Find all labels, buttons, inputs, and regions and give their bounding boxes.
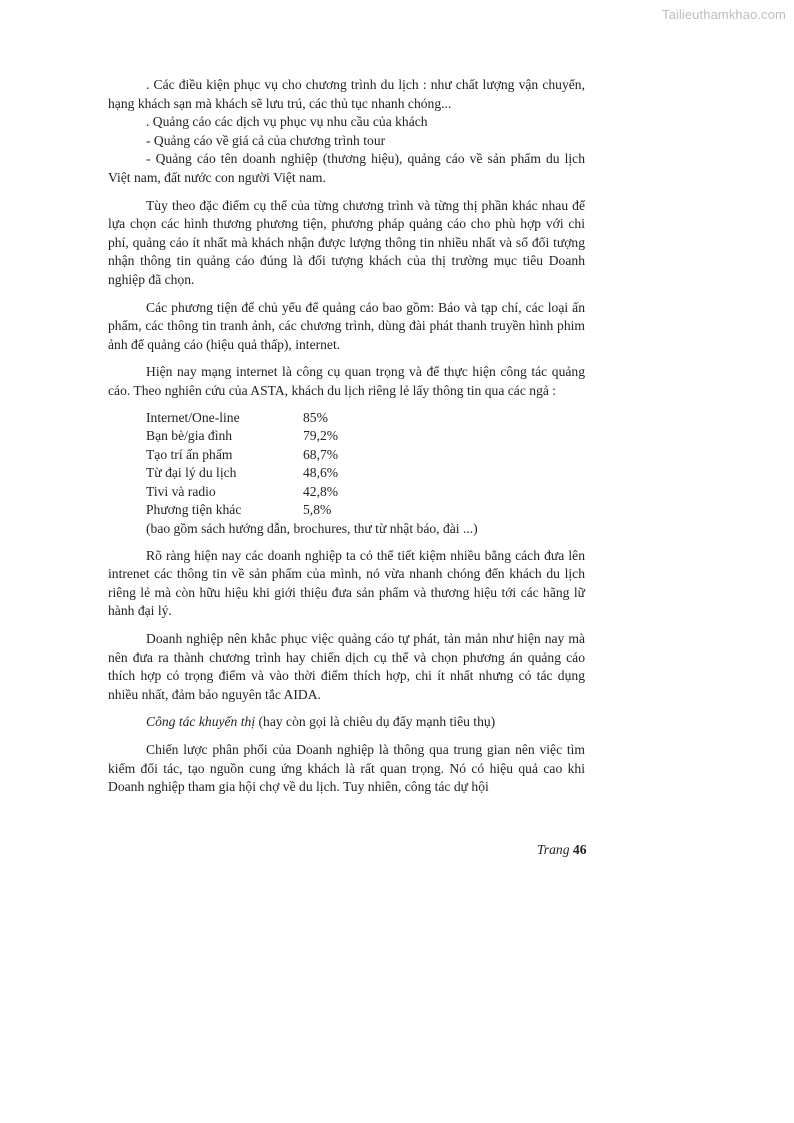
paragraph: Hiện nay mạng internet là công cụ quan trọng và để thực hiện công tác quảng cáo. Theo nghiên cứu của ASTA, khách du lịch riêng lẻ lấy thông tin qua các ngả : bbox=[108, 364, 585, 398]
stats-value: 42,8% bbox=[303, 483, 339, 499]
stats-note: (bao gồm sách hướng dẫn, brochures, thư từ nhật báo, đài ...) bbox=[146, 521, 478, 537]
stats-row bbox=[146, 501, 338, 520]
section-heading-italic: Công tác khuyến thị bbox=[146, 714, 256, 730]
paragraph: Doanh nghiệp nên khắc phục việc quảng cáo tự phát, tản mản như hiện nay mà nên đưa ra thành chương trình hay chiến dịch cụ thể và chọn phương án quảng cáo thích hợp có trọng điểm và vào thời điểm thích hợp, chi ít nhất nhưng có tác dụng nhiều nhất, đảm bảo nguyên tắc AIDA. bbox=[108, 631, 585, 702]
stats-row bbox=[146, 427, 338, 446]
stats-value: 85% bbox=[303, 409, 328, 425]
stats-label: Từ đại lý du lịch bbox=[146, 465, 237, 481]
stats-table bbox=[146, 409, 338, 521]
section-heading-rest: (hay còn gọi là chiêu dụ đẩy mạnh tiêu thụ) bbox=[255, 714, 496, 730]
page-body bbox=[108, 76, 585, 797]
stats-value: 48,6% bbox=[303, 465, 339, 481]
stats-label: Tạo trí ấn phẩm bbox=[146, 446, 233, 462]
stats-row bbox=[146, 464, 338, 483]
page-number bbox=[537, 842, 587, 858]
stats-label: Tivi và radio bbox=[146, 483, 216, 499]
list-item: - Quảng cáo tên doanh nghiệp (thương hiệu), quảng cáo về sản phẩm du lịch Việt nam, đất nước con người Việt nam. bbox=[108, 151, 585, 185]
section-heading bbox=[108, 713, 585, 732]
list-item: . Quảng cáo các dịch vụ phục vụ nhu cầu của khách bbox=[146, 114, 428, 130]
stats-value: 68,7% bbox=[303, 446, 339, 462]
paragraph: Chiến lược phân phối của Doanh nghiệp là thông qua trung gian nên việc tìm kiếm đối tác, tạo nguồn cung ứng khách là rất quan trọng. Nó có hiệu quả cao khi Doanh nghiệp tham gia hội chợ về du lịch. Tuy nhiên, công tác dự hội bbox=[108, 742, 585, 795]
paragraph: Rõ ràng hiện nay các doanh nghiệp ta có thể tiết kiệm nhiều bằng cách đưa lên intrenet các thông tin về sản phẩm của mình, nó vừa nhanh chóng đến khách du lịch riêng lẻ mà còn hữu hiệu khi giới thiệu đưa sản phẩm và thương hiệu tới các hãng lữ hành đại lý. bbox=[108, 547, 585, 619]
stats-value: 5,8% bbox=[303, 502, 332, 518]
page-label: Trang bbox=[537, 842, 570, 857]
paragraph: . Các điều kiện phục vụ cho chương trình du lịch : như chất lượng vận chuyển, hạng khách sạn mà khách sẽ lưu trú, các thủ tục nhanh chóng... bbox=[108, 77, 585, 111]
page-number-value: 46 bbox=[572, 842, 587, 857]
stats-label: Internet/One-line bbox=[146, 409, 240, 425]
stats-label: Bạn bè/gia đình bbox=[146, 428, 233, 444]
paragraph: Các phương tiện để chủ yếu để quảng cáo bao gồm: Báo và tạp chí, các loại ấn phẩm, các thông tin tranh ảnh, các chương trình, dùng đài phát thanh truyền hình phim ảnh để quảng cáo (hiệu quả thấp), internet. bbox=[108, 299, 585, 352]
stats-row bbox=[146, 483, 338, 502]
stats-row bbox=[146, 446, 338, 465]
paragraph: Tùy theo đặc điểm cụ thể của từng chương trình và từng thị phần khác nhau để lựa chọn các hình thương phương tiện, phương pháp quảng cáo cho phù hợp với chi phí, quảng cáo ít nhất mà khách nhận được lượng thông tin nhiều nhất và số đối tượng nhận thông tin quảng cáo đúng là đối tượng khách của thị trường mục tiêu Doanh nghiệp đã chọn. bbox=[108, 197, 585, 287]
stats-value: 79,2% bbox=[303, 428, 339, 444]
watermark: Tailieuthamkhao.com bbox=[661, 7, 786, 22]
stats-label: Phương tiện khác bbox=[146, 502, 242, 518]
stats-row bbox=[146, 409, 338, 428]
list-item: - Quảng cáo về giá cả của chương trình tour bbox=[146, 132, 386, 148]
